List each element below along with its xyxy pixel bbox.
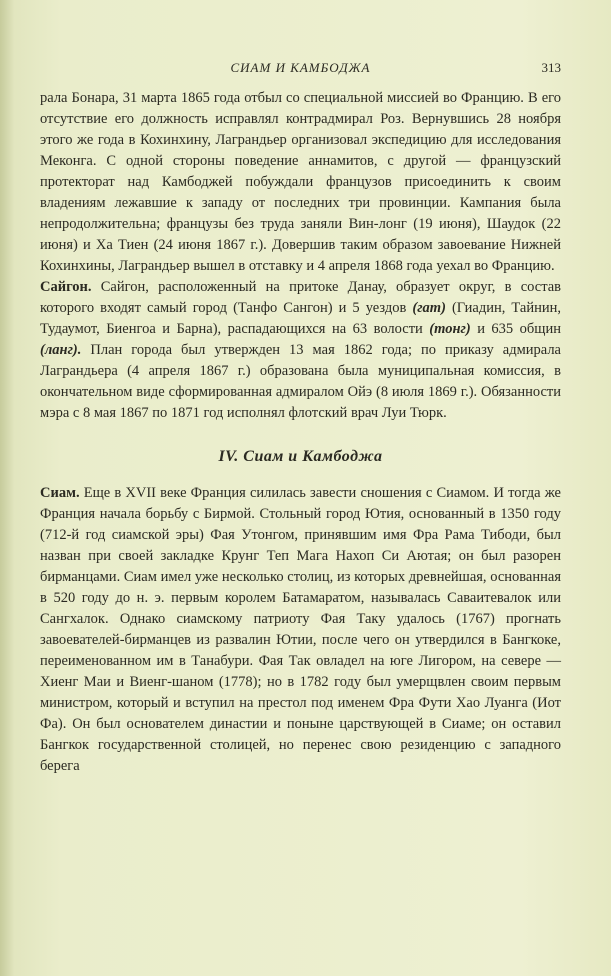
term-siam: Сиам. <box>40 485 80 501</box>
term-saigon: Сайгон. <box>40 279 92 295</box>
page-number: 313 <box>541 60 561 75</box>
text-fragment: План города был утвержден 13 мая 1862 года; по приказу адмирала Лаграндьера (4 апреля 1867 г.) образована была муниципальная комиссия, в окончательном виде сформированная адмиралом Ойэ (8 июля 1869 г.). Обязанности мэра с 8 мая 1867 по 1871 год исполнял флотский врач Луи Тюрк. <box>40 342 561 421</box>
section-heading: IV. Сиам и Камбоджа <box>218 448 383 465</box>
paragraph-saigon <box>40 277 561 424</box>
term-gat: (гат) <box>412 300 446 316</box>
text-fragment: и 635 общин <box>470 321 561 337</box>
text-fragment: Сайгон, расположенный на притоке Данау, образует округ, в состав которого входят самый город (Танфо Сангон) и 5 уездов <box>40 279 561 316</box>
paragraph-continuation: рала Бонара, 31 марта 1865 года отбыл со специальной миссией во Францию. В его отсутствие его должность исправлял контрадмирал Роз. Вернувшись 28 ноября этого же года в Кохинхину, Лаграндьер организовал экспедицию для исследования Меконга. С одной стороны поведение аннамитов, с другой — французский протекторат над Камбоджей побуждали французов присоединить к своим владениям лежавшие к западу от последних три провинции. Кампания была непродолжительна; французы без труда заняли Вин-лонг (19 июня), Шаудок (22 июня) и Ха Тиен (24 июня 1867 г.). Довершив таким образом завоевание Нижней Кохинхины, Лаграндьер вышел в отставку и 4 апреля 1868 года уехал во Францию. <box>40 90 561 274</box>
term-tong: (тонг) <box>429 321 471 337</box>
term-lang: (ланг). <box>40 342 82 358</box>
page-header <box>40 60 561 82</box>
text-fragment: (Гиадин, Тайнин, Тудаумот, Биенгоа и Барна), распадающихся на 63 волости <box>40 300 561 337</box>
page-content <box>40 88 561 777</box>
paragraph-siam <box>40 483 561 777</box>
running-title: СИАМ И КАМБОДЖА <box>230 60 371 75</box>
binding-shadow <box>0 0 14 976</box>
text-fragment: Еще в XVII веке Франция силилась завести сношения с Сиамом. И тогда же Франция начала борьбу с Бирмой. Стольный город Ютия, основанный в 1350 году (712-й год сиамской эры) Фая Утонгом, принявшим имя Фра Рама Тибоди, был назван при своей закладке Крунг Теп Мага Нахоп Си Аютая; он был разорен бирманцами. Сиам имел уже несколько столиц, из которых древнейшая, основанная в 520 году до н. э. первым королем Батамаратом, называлась Саваитевалок или Сангхалок. Однако сиамскому патриоту Фая Таку удалось (1767) прогнать завоевателей-бирманцев из развалин Ютии, после чего он утвердился в Бангкоке, переименованном им в Танабури. Фая Так овладел на юге Лигором, на севере — Хиенг Маи и Виенг-шаном (1778); но в 1782 году был умерщвлен своим первым министром, который и вступил на престол под именем Фра Фути Хао Луанга (Иот Фа). Он был основателем династии и поныне царствующей в Сиаме; он оставил Бангкок государственной столицей, но перенес свою резиденцию с западного берега <box>40 485 561 774</box>
